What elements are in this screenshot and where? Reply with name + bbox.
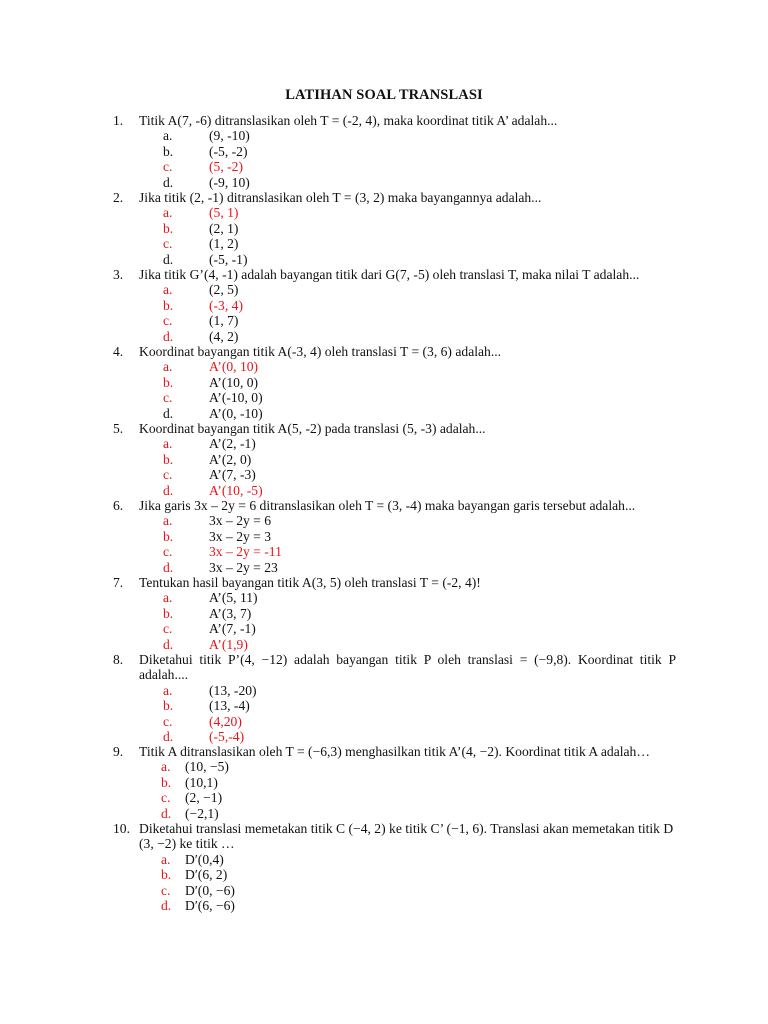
question-6 xyxy=(113,498,676,575)
option-a: a. 3x – 2y = 6 xyxy=(163,513,272,529)
question-text: Jika titik (2, -1) ditranslasikan oleh T = (3, 2) maka bayangannya adalah... xyxy=(139,190,542,205)
question-number: 4. xyxy=(113,344,124,359)
question-text: Koordinat bayangan titik A(-3, 4) oleh translasi T = (3, 6) adalah... xyxy=(139,344,502,359)
question-number: 3. xyxy=(113,267,124,282)
option-b: b. (10,1) xyxy=(161,774,218,790)
option-b-answer: b. (-3, 4) xyxy=(163,297,243,313)
option-a-answer: a. (5, 1) xyxy=(163,205,239,221)
option-b: b. D′(6, 2) xyxy=(161,867,228,883)
question-2 xyxy=(113,190,676,267)
option-d: d. (-9, 10) xyxy=(163,174,250,190)
option-c-answer: c. (5, -2) xyxy=(163,159,243,175)
question-7 xyxy=(113,575,676,652)
option-d: d. (−2,1) xyxy=(161,805,219,821)
option-b: b. (13, -4) xyxy=(163,698,250,714)
question-text: Jika garis 3x – 2y = 6 ditranslasikan oleh T = (3, -4) maka bayangan garis tersebut adalah... xyxy=(139,498,636,513)
question-number: 1. xyxy=(113,113,124,128)
question-text: Diketahui titik P’(4, −12) adalah bayangan titik P oleh translasi = (−9,8). Koordinat titik P adalah.... xyxy=(139,652,676,683)
option-a: a. A’(5, 11) xyxy=(163,590,258,606)
option-c-answer: c. 3x – 2y = -11 xyxy=(163,544,282,560)
option-b: b. A’(2, 0) xyxy=(163,451,252,467)
option-c: c. A’(7, -3) xyxy=(163,467,256,483)
question-number: 8. xyxy=(113,652,124,667)
question-number: 6. xyxy=(113,498,124,513)
option-c: c. (1, 2) xyxy=(163,236,239,252)
option-c: c. (1, 7) xyxy=(163,313,239,329)
option-c: c. (2, −1) xyxy=(161,790,223,806)
question-1 xyxy=(113,113,676,190)
option-c: c. A’(7, -1) xyxy=(163,621,256,637)
question-9 xyxy=(113,744,676,821)
option-d: d. 3x – 2y = 23 xyxy=(163,559,278,575)
option-a: a. D′(0,4) xyxy=(161,851,224,867)
question-text: Jika titik G’(4, -1) adalah bayangan titik dari G(7, -5) oleh translasi T, maka nilai T adalah... xyxy=(139,267,640,282)
option-b: b. (-5, -2) xyxy=(163,143,248,159)
option-c: c. D′(0, −6) xyxy=(161,882,235,898)
option-d: d. A’(0, -10) xyxy=(163,405,263,421)
question-number: 2. xyxy=(113,190,124,205)
option-d-answer: d. (-5,-4) xyxy=(163,728,245,744)
document-title: LATIHAN SOAL TRANSLASI xyxy=(285,87,483,103)
question-text: Titik A(7, -6) ditranslasikan oleh T = (-2, 4), maka koordinat titik A’ adalah... xyxy=(139,113,558,128)
option-c: c. A’(-10, 0) xyxy=(163,390,263,406)
question-text: Titik A ditranslasikan oleh T = (−6,3) menghasilkan titik A’(4, −2). Koordinat titik A adalah… xyxy=(139,744,650,759)
question-text: Koordinat bayangan titik A(5, -2) pada translasi (5, -3) adalah... xyxy=(139,421,486,436)
question-text: Tentukan hasil bayangan titik A(3, 5) oleh translasi T = (-2, 4)! xyxy=(139,575,481,590)
option-c-answer: c. (4,20) xyxy=(163,713,242,729)
option-d-answer: d. A’(1,9) xyxy=(163,636,248,652)
option-b: b. (2, 1) xyxy=(163,220,239,236)
option-b: b. A’(10, 0) xyxy=(163,374,259,390)
question-text: Diketahui translasi memetakan titik C (−4, 2) ke titik C’ (−1, 6). Translasi akan memetakan titik D (3, −2) ke titik … xyxy=(139,821,674,852)
option-d-answer: d. A’(10, -5) xyxy=(163,482,263,498)
question-10 xyxy=(113,821,676,913)
option-a: a. A’(2, -1) xyxy=(163,436,256,452)
option-a: a. (13, -20) xyxy=(163,682,257,698)
option-a: a. (2, 5) xyxy=(163,282,239,298)
question-3 xyxy=(113,267,676,344)
question-number: 10. xyxy=(113,821,130,836)
option-b: b. A’(3, 7) xyxy=(163,605,252,621)
option-d: d. (-5, -1) xyxy=(163,251,248,267)
question-8 xyxy=(113,652,676,744)
question-number: 9. xyxy=(113,744,124,759)
question-5 xyxy=(113,421,676,498)
option-a: a. (10, −5) xyxy=(161,759,229,775)
option-d: d. D′(6, −6) xyxy=(161,897,235,913)
option-b: b. 3x – 2y = 3 xyxy=(163,528,272,544)
question-number: 5. xyxy=(113,421,124,436)
option-d: d. (4, 2) xyxy=(163,328,239,344)
question-4 xyxy=(113,344,676,421)
option-a: a. (9, -10) xyxy=(163,128,250,144)
option-a-answer: a. A’(0, 10) xyxy=(163,359,259,375)
question-number: 7. xyxy=(113,575,124,590)
